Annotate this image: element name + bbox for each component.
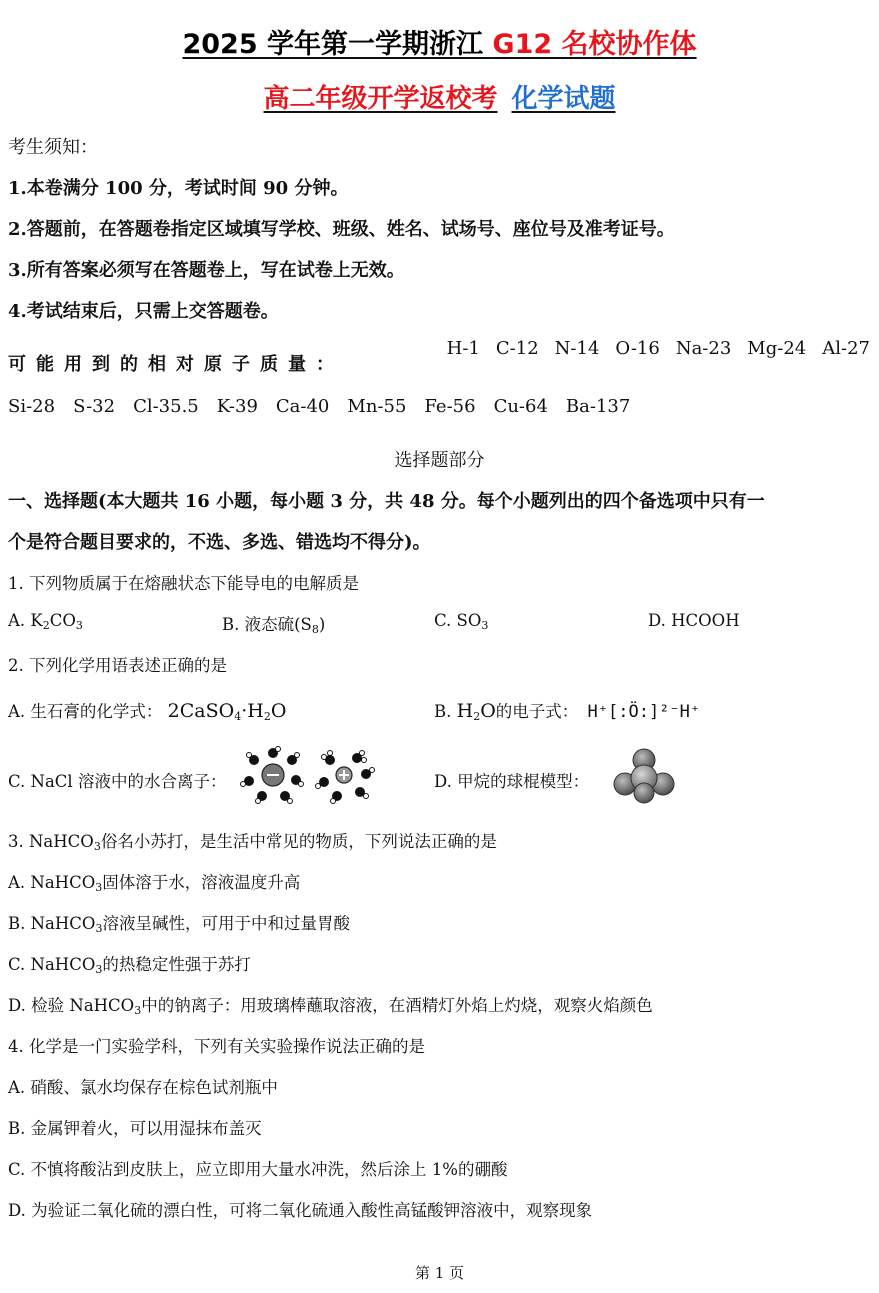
q3-option-d: D. 检验 NaHCO$_3$中的钠离子：用玻璃棒蘸取溶液，在酒精灯外焰上灼烧，观察火焰颜色 [8, 996, 653, 1017]
exam-title-org: G12 名校协作体 [492, 29, 697, 60]
q3-stem: 3. NaHCO$_3$俗名小苏打，是生活中常见的物质，下列说法正确的是 [8, 832, 497, 853]
exam-subtitle [0, 78, 879, 115]
atomic-mass: Ba-137 [565, 396, 631, 417]
page-number: 第 1 页 [414, 1264, 465, 1282]
q1-option-d: D. HCOOH [648, 611, 740, 630]
q2-option-a: A. 生石膏的化学式： $2CaSO_4\cdot H_2O$ [8, 700, 287, 723]
atomic-mass: S-32 [73, 396, 116, 417]
q2-option-c: C. NaCl 溶液中的水合离子： [8, 772, 227, 791]
atomic-mass: H-1 [446, 338, 480, 359]
water-formula: $H_2O$ [456, 700, 496, 723]
q4-option-c: C. 不慎将酸沾到皮肤上，应立即用大量水冲洗，然后涂上 1%的硼酸 [8, 1160, 508, 1179]
q3-option-a: A. NaHCO$_3$固体溶于水，溶液温度升高 [8, 873, 301, 894]
notice-heading: 考生须知： [8, 137, 98, 158]
q3-option-b: B. NaHCO$_3$溶液呈碱性，可用于中和过量胃酸 [8, 914, 350, 935]
atomic-mass: Cl-35.5 [133, 396, 199, 417]
exam-subtitle-grade: 高二年级开学返校考 [263, 84, 498, 114]
section-intro-line-1: 一、选择题(本大题共 16 小题，每小题 3 分，共 48 分。每个小题列出的四个备选项中只有一 [8, 491, 765, 512]
q4-option-b: B. 金属钾着火，可以用湿抹布盖灭 [8, 1119, 262, 1138]
electron-formula: H⁺[:Ö:]²⁻H⁺ [587, 702, 701, 722]
q1-option-a: A. $K_2CO_3$ [8, 611, 83, 632]
atomic-mass: Al-27 [822, 338, 870, 359]
atomic-mass: Fe-56 [424, 396, 476, 417]
atomic-mass: Cu-64 [493, 396, 548, 417]
q3-option-c: C. NaHCO$_3$的热稳定性强于苏打 [8, 955, 251, 976]
atomic-mass: Ca-40 [275, 396, 330, 417]
sodium-ion-cluster [316, 751, 375, 804]
exam-title-main: 2025 学年第一学期浙江 [182, 29, 483, 60]
q1-stem: 1. 下列物质属于在熔融状态下能导电的电解质是 [8, 574, 359, 593]
section-intro-line-2: 个是符合题目要求的，不选、多选、错选均不得分)。 [8, 532, 431, 553]
atomic-mass-row-1 [8, 338, 870, 376]
q1-option-b: B. 液态硫$(S_8)$ [222, 615, 326, 636]
chloride-ion-cluster [241, 747, 304, 804]
atomic-mass: Na-23 [675, 338, 732, 359]
atomic-mass: N-14 [554, 338, 600, 359]
methane-ball-and-stick-model [612, 748, 676, 804]
q4-option-a: A. 硝酸、氯水均保存在棕色试剂瓶中 [8, 1078, 278, 1097]
hydrated-ions-illustration [240, 746, 380, 804]
notice-item-1: 1.本卷满分 100 分，考试时间 90 分钟。 [8, 178, 349, 199]
notice-item-4: 4.考试结束后，只需上交答题卷。 [8, 301, 279, 322]
q1-option-c: C. $SO_3$ [434, 611, 489, 632]
section-title: 选择题部分 [394, 450, 485, 471]
atomic-mass: O-16 [615, 338, 660, 359]
atomic-mass: K-39 [216, 396, 258, 417]
atomic-mass: Mg-24 [747, 338, 807, 359]
q4-option-d: D. 为验证二氧化硫的漂白性，可将二氧化硫通入酸性高锰酸钾溶液中，观察现象 [8, 1201, 593, 1220]
q2-stem: 2. 下列化学用语表述正确的是 [8, 656, 227, 675]
atomic-mass: Si-28 [8, 396, 56, 417]
atomic-mass: Mn-55 [347, 396, 407, 417]
q4-stem: 4. 化学是一门实验学科，下列有关实验操作说法正确的是 [8, 1037, 425, 1056]
q2-option-b: B. $H_2O$的电子式： H⁺[:Ö:]²⁻H⁺ [434, 700, 701, 723]
notice-item-3: 3.所有答案必须写在答题卷上，写在试卷上无效。 [8, 260, 405, 281]
gypsum-formula: $2CaSO_4\cdot H_2O$ [167, 700, 287, 723]
atomic-mass-row-2 [8, 396, 630, 417]
atomic-mass: C-12 [495, 338, 539, 359]
notice-item-2: 2.答题前，在答题卷指定区域填写学校、班级、姓名、试场号、座位号及准考证号。 [8, 219, 675, 240]
q2-option-d: D. 甲烷的球棍模型： [434, 772, 590, 791]
exam-title [0, 22, 879, 61]
exam-subtitle-subject: 化学试题 [511, 84, 616, 114]
atomic-mass-label: 可能用到的相对原子质量： [8, 354, 344, 375]
